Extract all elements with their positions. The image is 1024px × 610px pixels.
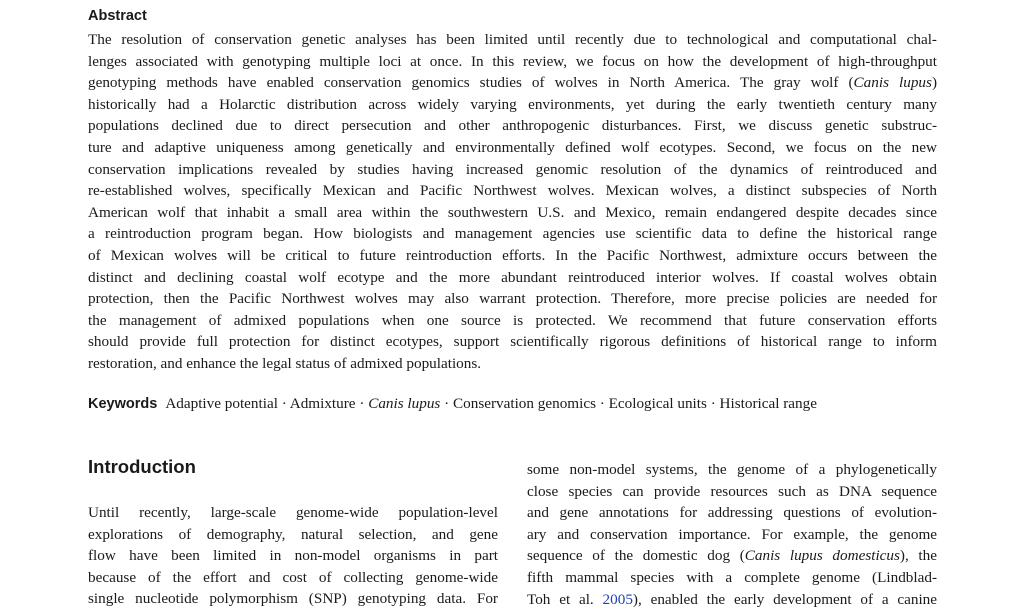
abstract-line: ture and adaptive uniqueness among genetically and environmentally defined wolf ecotypes. Second, we focus on the new <box>88 138 937 156</box>
abstract-line: restoration, and enhance the legal status of admixed populations. <box>88 354 482 372</box>
keywords-label: Keywords <box>88 396 158 412</box>
body-line: Until recently, large-scale genome-wide population-level <box>88 504 498 521</box>
abstract-line: protection, then the Pacific Northwest wolves may also warrant protection. Therefore, more precise policies are needed for <box>88 290 937 308</box>
abstract-line: American wolf that inhabit a small area within the southwestern U.S. and Mexico, remain endangered despite decades since <box>88 203 937 221</box>
abstract-line: distinct and declining coastal wolf ecotype and the more abundant reintroduced interior wolves. If coastal wolves obtain <box>88 268 937 286</box>
abstract-line-text: ) <box>931 74 937 92</box>
keywords-italic: Canis lupus <box>368 395 441 412</box>
introduction-heading: Introduction <box>88 456 196 477</box>
species-name-italic: Canis lupus <box>853 74 932 92</box>
abstract-heading: Abstract <box>88 8 147 24</box>
abstract-line <box>88 72 937 94</box>
body-line <box>527 589 937 610</box>
body-line: close species can provide resources such as DNA sequence <box>527 482 937 500</box>
body-line: because of the effort and cost of collecting genome-wide <box>88 568 498 586</box>
keywords-text: Adaptive potential · Admixture · <box>165 395 369 412</box>
abstract-line: of Mexican wolves will be critical to future reintroduction efforts. In the Pacific Northwest, admixture occurs between the <box>88 246 937 264</box>
species-name-italic: Canis lupus domesticus <box>744 547 900 565</box>
keywords <box>88 395 937 413</box>
abstract-line: populations declined due to direct persecution and other anthropogenic disturbances. First, we discuss genetic substruc- <box>88 117 937 135</box>
body-line: single nucleotide polymorphism (SNP) genotyping data. For <box>88 590 498 608</box>
abstract-line: lenges associated with genotyping multiple loci at once. In this review, we focus on how the development of high-throughput <box>88 52 937 70</box>
abstract-line: re-established wolves, specifically Mexican and Pacific Northwest wolves. Mexican wolves, a distinct subspecies of North <box>88 182 937 200</box>
introduction-right-column <box>527 459 937 610</box>
abstract-line-text: genotyping methods have enabled conservation genomics studies of wolves in North America. The gray wolf ( <box>88 74 854 92</box>
body-line: explorations of demography, natural selection, and gene <box>88 525 498 543</box>
abstract-line: conservation implications revealed by studies having increased genomic resolution of the dynamics of reintroduced and <box>88 160 937 178</box>
body-line: and gene annotations for addressing questions of evolution- <box>527 504 937 522</box>
body-line <box>527 545 937 567</box>
citation-link[interactable]: 2005 <box>602 590 633 608</box>
abstract-line: historically had a Holarctic distribution across widely varying environments, yet during the early twentieth century many <box>88 95 937 113</box>
abstract-line: the management of admixed populations when one source is protected. We recommend that future conservation efforts <box>88 311 937 329</box>
body-line-text: ), enabled the early development of a canine <box>632 590 938 608</box>
abstract-line: The resolution of conservation genetic analyses has been limited until recently due to technological and computational chal- <box>88 31 937 48</box>
body-line-text: Toh et al. <box>527 590 603 608</box>
introduction-left-column <box>88 502 498 610</box>
keywords-text: · Conservation genomics · Ecological units · Historical range <box>440 395 817 412</box>
body-line: fifth mammal species with a complete genome (Lindblad- <box>527 568 937 586</box>
body-line: flow have been limited in non-model organisms in part <box>88 547 498 565</box>
body-line: some non-model systems, the genome of a phylogenetically <box>527 461 937 478</box>
body-line-text: ), the <box>899 547 937 565</box>
abstract-body <box>88 29 937 375</box>
body-line: ary and conservation importance. For example, the genome <box>527 525 937 543</box>
abstract-line: a reintroduction program began. How biologists and management agencies use scientific data to define the historical range <box>88 225 937 243</box>
abstract-line: should provide full protection for distinct ecotypes, support scientifically rigorous definitions of historical range to inform <box>88 333 937 351</box>
body-line-text: sequence of the domestic dog ( <box>527 547 745 565</box>
